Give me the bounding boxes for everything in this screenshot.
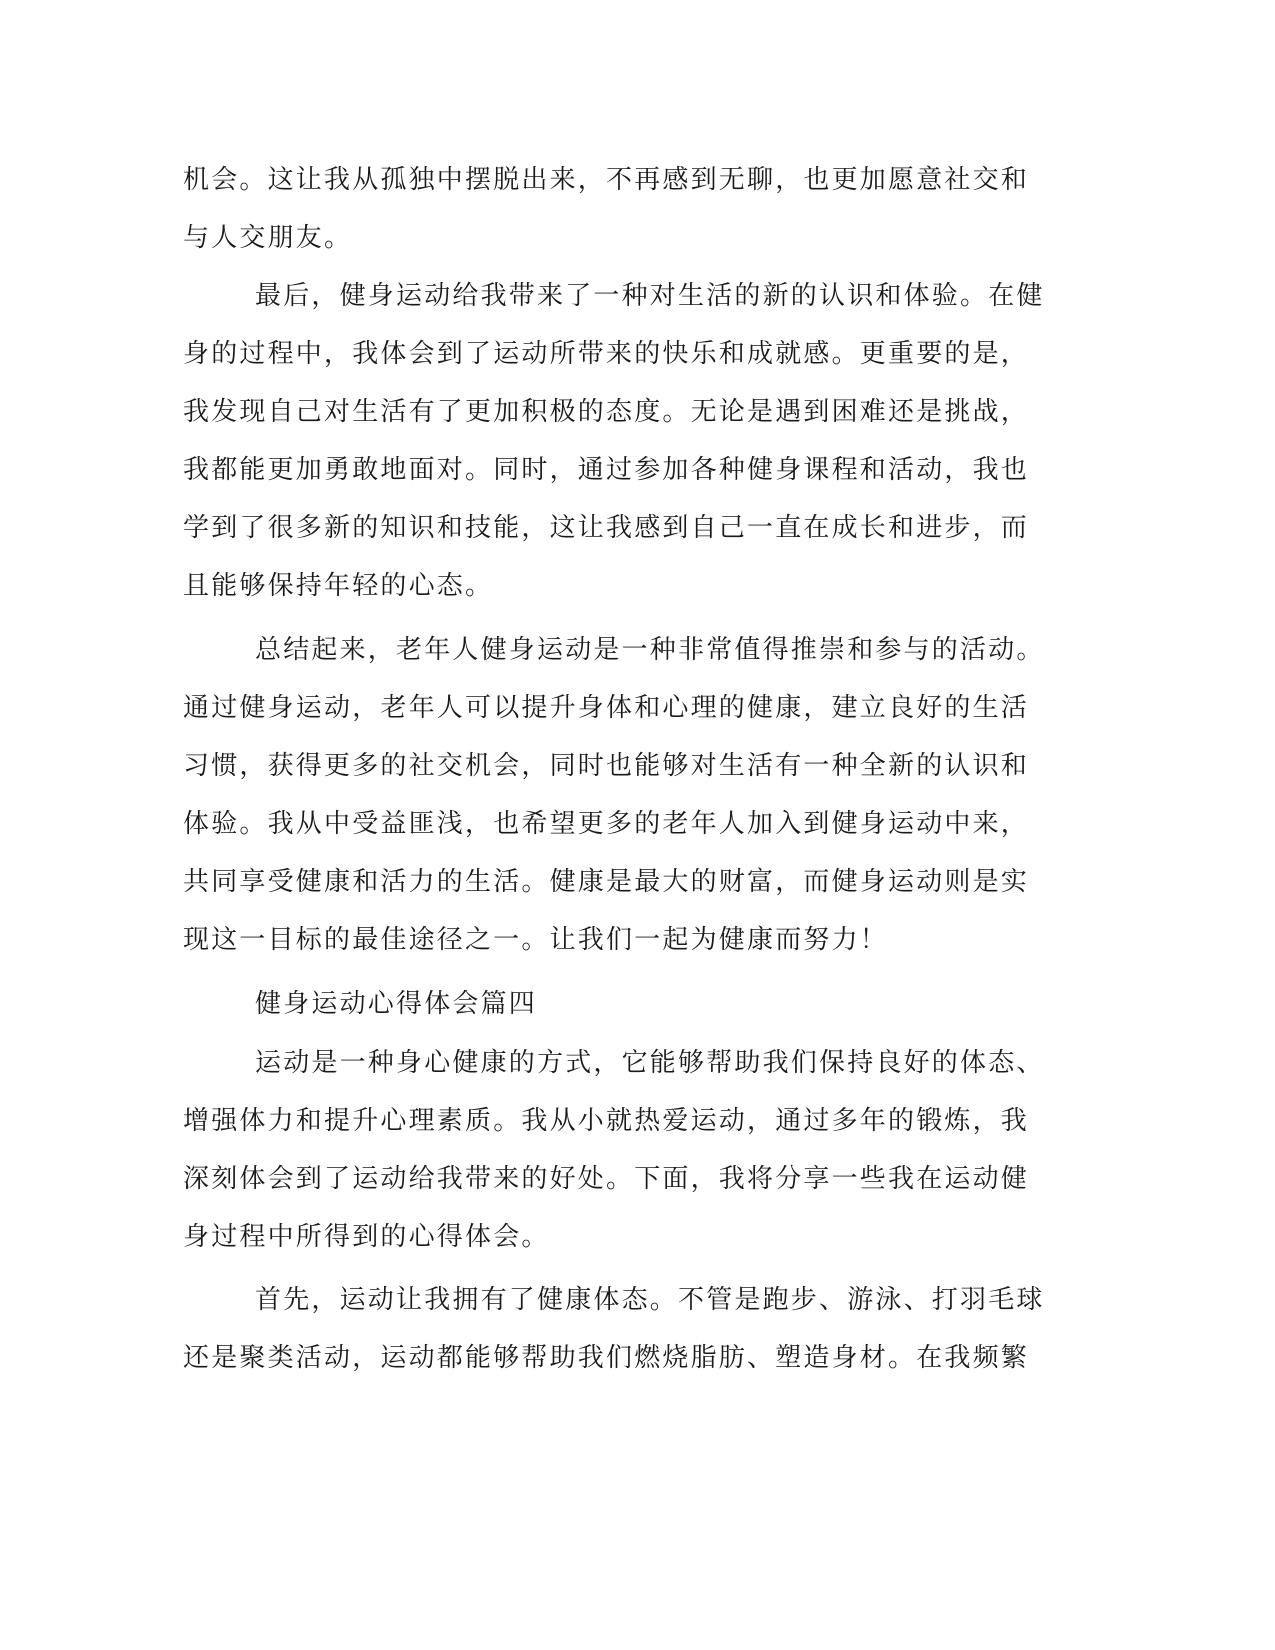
body-text-line: 我都能更加勇敢地面对。同时，通过参加各种健身课程和活动，我也	[183, 455, 1030, 485]
body-text-line: 我发现自己对生活有了更加积极的态度。无论是遇到困难还是挑战，	[183, 397, 1030, 427]
paragraph-first-line: 最后，健身运动给我带来了一种对生活的新的认识和体验。在健	[255, 281, 1045, 311]
body-text-line: 习惯，获得更多的社交机会，同时也能够对生活有一种全新的认识和	[183, 751, 1030, 781]
body-text-line: 共同享受健康和活力的生活。健康是最大的财富，而健身运动则是实	[183, 867, 1030, 897]
paragraph-first-line: 首先，运动让我拥有了健康体态。不管是跑步、游泳、打羽毛球	[255, 1285, 1045, 1315]
body-text-line: 体验。我从中受益匪浅，也希望更多的老年人加入到健身运动中来，	[183, 809, 1030, 839]
body-text-line: 学到了很多新的知识和技能，这让我感到自己一直在成长和进步，而	[183, 513, 1030, 543]
body-text-line: 增强体力和提升心理素质。我从小就热爱运动，通过多年的锻炼，我	[183, 1106, 1030, 1136]
body-text-line: 与人交朋友。	[183, 223, 353, 253]
section-heading: 健身运动心得体会篇四	[255, 989, 538, 1019]
body-text-line: 现这一目标的最佳途径之一。让我们一起为健康而努力！	[183, 925, 889, 955]
body-text-line: 深刻体会到了运动给我带来的好处。下面，我将分享一些我在运动健	[183, 1164, 1030, 1194]
body-text-line: 通过健身运动，老年人可以提升身体和心理的健康，建立良好的生活	[183, 693, 1030, 723]
body-text-line: 还是聚类活动，运动都能够帮助我们燃烧脂肪、塑造身材。在我频繁	[183, 1343, 1030, 1373]
paragraph-first-line: 运动是一种身心健康的方式，它能够帮助我们保持良好的体态、	[255, 1048, 1045, 1078]
body-text-line: 身过程中所得到的心得体会。	[183, 1222, 550, 1252]
body-text-line: 且能够保持年轻的心态。	[183, 571, 494, 601]
paragraph-first-line: 总结起来，老年人健身运动是一种非常值得推崇和参与的活动。	[255, 635, 1045, 665]
body-text-line: 身的过程中，我体会到了运动所带来的快乐和成就感。更重要的是，	[183, 339, 1030, 369]
body-text-line: 机会。这让我从孤独中摆脱出来，不再感到无聊，也更加愿意社交和	[183, 165, 1030, 195]
